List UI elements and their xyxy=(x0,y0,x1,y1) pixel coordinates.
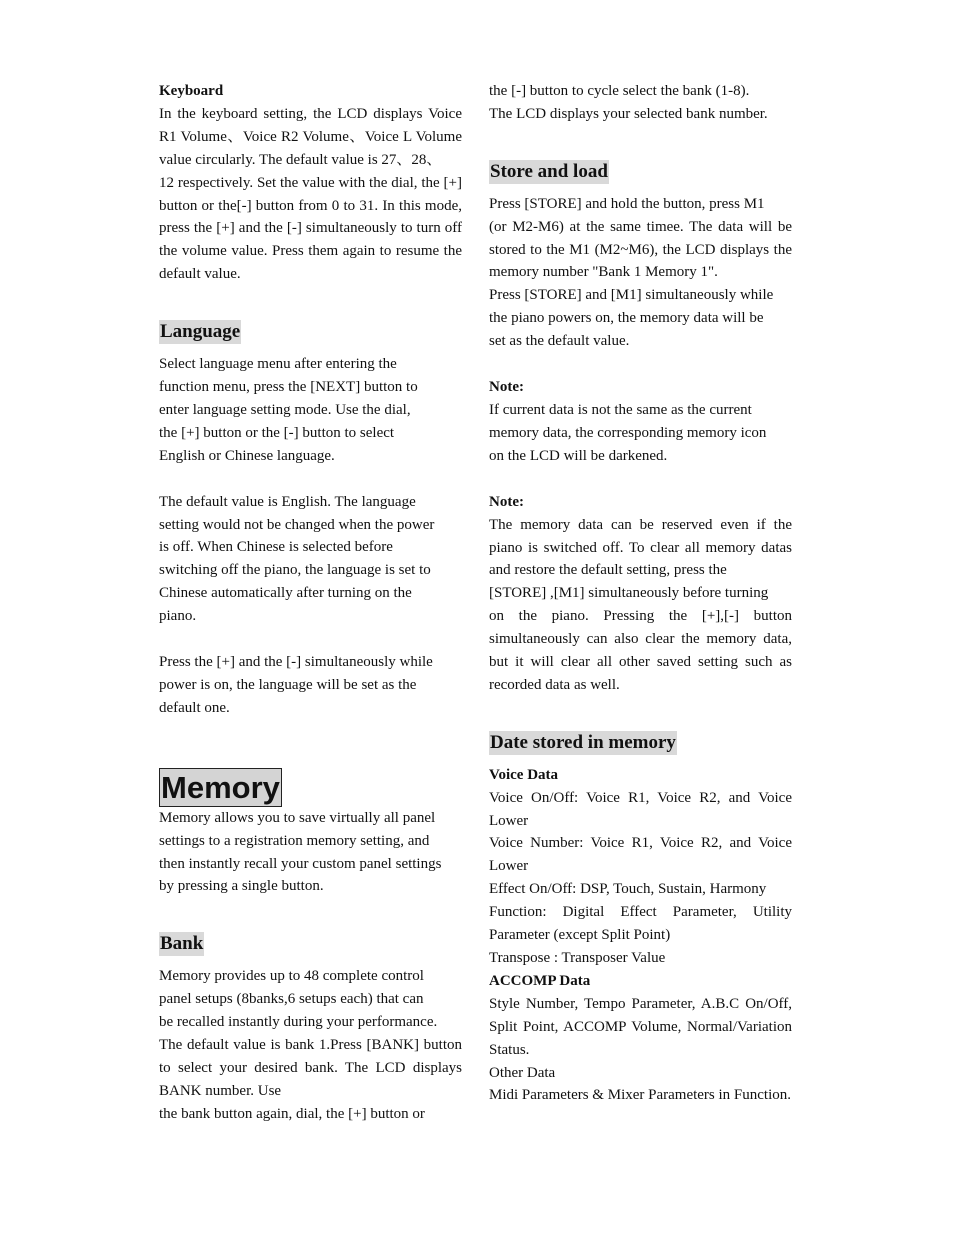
text-line: by pressing a single button. xyxy=(159,878,324,895)
keyboard-text: In the keyboard setting, the LCD displays Voice R1 Volume、Voice R2 Volume、Voice L Volume value circularly. The default value is 27、28、 xyxy=(159,105,462,168)
text-line: the [+] button or the [-] button to select xyxy=(159,424,395,441)
text-line: then instantly recall your custom panel settings xyxy=(159,855,442,872)
date-stored-heading: Date stored in memory xyxy=(490,731,676,753)
function-text: Function: Digital Effect Parameter, Utility Parameter (except Split Point) xyxy=(489,904,792,944)
text-line: Memory allows you to save virtually all panel xyxy=(159,809,436,826)
text-line: function menu, press the [NEXT] button to xyxy=(159,378,418,395)
voice-data-heading: Voice Data xyxy=(489,766,559,783)
text-line: Select language menu after entering the xyxy=(159,356,397,373)
bank-para xyxy=(159,965,462,1125)
text-line: The default value is English. The language xyxy=(159,493,416,510)
text-line: power is on, the language will be set as the xyxy=(159,676,417,693)
text-line: Memory provides up to 48 complete control xyxy=(159,968,424,985)
text-line: piano. xyxy=(159,608,197,625)
other-data-heading: Other Data xyxy=(489,1064,556,1081)
accomp-text: Style Number, Tempo Parameter, A.B.C On/Off, Split Point, ACCOMP Volume, Normal/Variation Status. xyxy=(489,995,792,1058)
memory-para xyxy=(159,807,462,899)
language-para-2 xyxy=(159,491,462,628)
text-line: The LCD displays your selected bank number. xyxy=(489,105,768,122)
text-line: English or Chinese language. xyxy=(159,447,335,464)
text-line: settings to a registration memory setting, and xyxy=(159,832,430,849)
text-line: Press [STORE] and hold the button, press M1 xyxy=(489,195,765,212)
voice-number-text: Voice Number: Voice R1, Voice R2, and Voice Lower xyxy=(489,835,792,875)
text-line: the [-] button to cycle select the bank (1-8). xyxy=(489,83,750,99)
text-line: [STORE] ,[M1] simultaneously before turning xyxy=(489,585,769,602)
text-line: Press [STORE] and [M1] simultaneously while xyxy=(489,287,774,304)
text-line: switching off the piano, the language is set to xyxy=(159,562,431,579)
accomp-data-heading: ACCOMP Data xyxy=(489,972,591,989)
keyboard-heading: Keyboard xyxy=(159,83,224,99)
text-line: the bank button again, dial, the [+] button or xyxy=(159,1105,425,1122)
keyboard-text-2: 12 respectively. Set the value with the dial, the [+] button or the[-] button from 0 to 31. In this mode, press the [+] and the [-] simultaneously to turn off the volume value. Press them again to resume the default value. xyxy=(159,174,462,283)
text-line: memory data, the corresponding memory icon xyxy=(489,424,767,441)
right-column xyxy=(489,80,792,1107)
memory-title: Memory xyxy=(161,769,280,805)
voice-onoff-text: Voice On/Off: Voice R1, Voice R2, and Voice Lower xyxy=(489,789,792,829)
text-line: the piano powers on, the memory data will be xyxy=(489,310,764,327)
language-para-3 xyxy=(159,651,462,720)
language-heading: Language xyxy=(160,321,241,343)
bank-text: The default value is bank 1.Press [BANK] button to select your desired bank. The LCD displays BANK number. Use xyxy=(159,1037,462,1099)
store-load-heading: Store and load xyxy=(490,160,608,182)
note-text: on the piano. Pressing the [+],[-] button simultaneously can also clear the memory data, but it will clear all other saved setting such as recorded data as well. xyxy=(489,608,792,693)
text-line: Press the [+] and the [-] simultaneously while xyxy=(159,654,433,671)
effect-text: Effect On/Off: DSP, Touch, Sustain, Harmony xyxy=(489,881,767,898)
transpose-text: Transpose : Transposer Value xyxy=(489,950,666,966)
text-line: is off. When Chinese is selected before xyxy=(159,539,393,556)
bank-heading: Bank xyxy=(160,933,204,955)
language-para-1 xyxy=(159,353,462,468)
text-line: set as the default value. xyxy=(489,333,630,350)
text-line: default one. xyxy=(159,699,230,716)
other-data-text: Midi Parameters & Mixer Parameters in Function. xyxy=(489,1087,792,1104)
text-line: enter language setting mode. Use the dial, xyxy=(159,401,411,418)
text-line: on the LCD will be darkened. xyxy=(489,447,668,464)
text-line: If current data is not the same as the current xyxy=(489,401,752,418)
note-heading: Note: xyxy=(489,379,524,396)
text-line: be recalled instantly during your performance. xyxy=(159,1014,438,1031)
note-text: The memory data can be reserved even if the piano is switched off. To clear all memory datas and restore the default setting, press the xyxy=(489,516,792,579)
text-line: Chinese automatically after turning on the xyxy=(159,585,412,602)
left-column xyxy=(159,80,462,1126)
text-line: panel setups (8banks,6 setups each) that can xyxy=(159,991,424,1008)
store-text: (or M2-M6) at the same timee. The data will be stored to the M1 (M2~M6), the LCD displays the memory number "Bank 1 Memory 1". xyxy=(489,218,792,281)
note-heading: Note: xyxy=(489,493,524,510)
text-line: setting would not be changed when the power xyxy=(159,516,435,533)
